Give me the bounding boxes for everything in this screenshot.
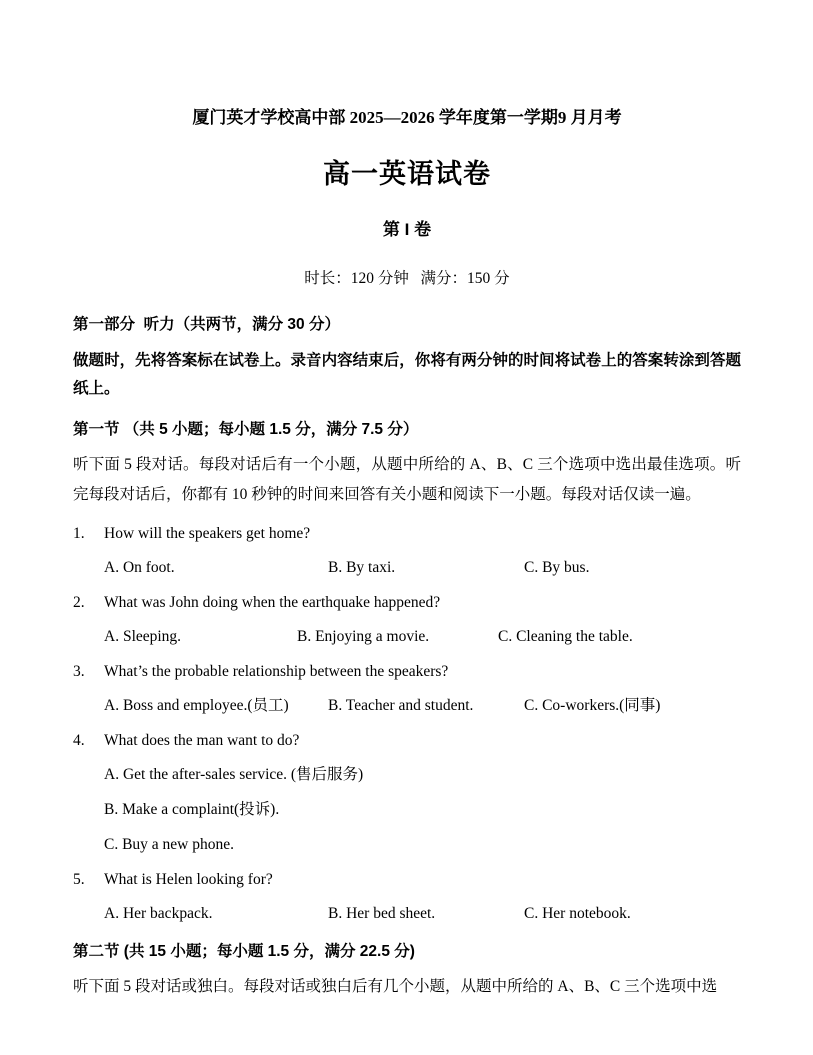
question-1-options [73, 558, 741, 577]
option-a: A. Sleeping. [104, 628, 182, 645]
option-a: A. On foot. [104, 559, 175, 576]
question-3 [73, 662, 741, 715]
question-stem: What does the man want to do? [104, 732, 300, 749]
question-4 [73, 731, 741, 854]
option-c: C. Her notebook. [524, 905, 631, 922]
question-5 [73, 870, 741, 923]
question-number: 4. [73, 732, 85, 749]
page-title: 高一英语试卷 [323, 159, 491, 189]
question-stem: How will the speakers get home? [104, 525, 311, 542]
question-5-options [73, 904, 741, 923]
question-4-stem-row [73, 731, 741, 750]
option-b: B. Enjoying a movie. [297, 628, 430, 645]
volume-heading: 第 I 卷 [382, 220, 432, 239]
question-number: 2. [73, 594, 85, 611]
option-b: B. Teacher and student. [328, 697, 474, 714]
question-2-options [73, 627, 741, 646]
section2-directions: 听下面 5 段对话或独白。每段对话或独白后有几个小题，从题中所给的 A、B、C 三个选项中选 [73, 978, 718, 995]
part1-heading: 第一部分 听力（共两节，满分 30 分） [73, 316, 340, 333]
question-2 [73, 593, 741, 646]
section2-heading: 第二节 (共 15 小题；每小题 1.5 分，满分 22.5 分) [73, 943, 415, 960]
option-b: B. Her bed sheet. [328, 905, 436, 922]
question-2-stem-row [73, 593, 741, 612]
question-number: 3. [73, 663, 85, 680]
question-1-stem-row [73, 524, 741, 543]
option-b: B. By taxi. [328, 559, 396, 576]
question-5-stem-row [73, 870, 741, 889]
option-a: A. Boss and employee.(员工) [104, 697, 289, 714]
question-stem: What is Helen looking for? [104, 871, 273, 888]
option-c: C. By bus. [524, 559, 590, 576]
question-number: 1. [73, 525, 85, 542]
option-c: C. Co-workers.(同事) [524, 697, 661, 714]
section1-directions: 听下面 5 段对话。每段对话后有一个小题，从题中所给的 A、B、C 三个选项中选出最佳选项。听完每段对话后，你都有 10 秒钟的时间来回答有关小题和阅读下一小题。每段对话仅读一遍。 [73, 456, 741, 503]
option-a: A. Her backpack. [104, 905, 213, 922]
question-stem: What was John doing when the earthquake happened? [104, 594, 441, 611]
option-a: A. Get the after-sales service. (售后服务) [104, 766, 364, 783]
question-number: 5. [73, 871, 85, 888]
question-1 [73, 524, 741, 577]
part1-instructions: 做题时，先将答案标在试卷上。录音内容结束后，你将有两分钟的时间将试卷上的答案转涂到答题纸上。 [73, 352, 741, 397]
option-b: B. Make a complaint(投诉). [104, 801, 280, 818]
question-3-options [73, 696, 741, 715]
section1-heading: 第一节 （共 5 小题；每小题 1.5 分，满分 7.5 分） [73, 421, 419, 438]
option-c: C. Buy a new phone. [104, 836, 235, 853]
question-stem: What’s the probable relationship between the speakers? [104, 663, 449, 680]
exam-duration-score: 时长：120 分钟 满分：150 分 [304, 270, 510, 287]
option-c: C. Cleaning the table. [498, 628, 633, 645]
question-3-stem-row [73, 662, 741, 681]
exam-header-line: 厦门英才学校高中部 2025—2026 学年度第一学期9 月月考 [192, 108, 622, 127]
